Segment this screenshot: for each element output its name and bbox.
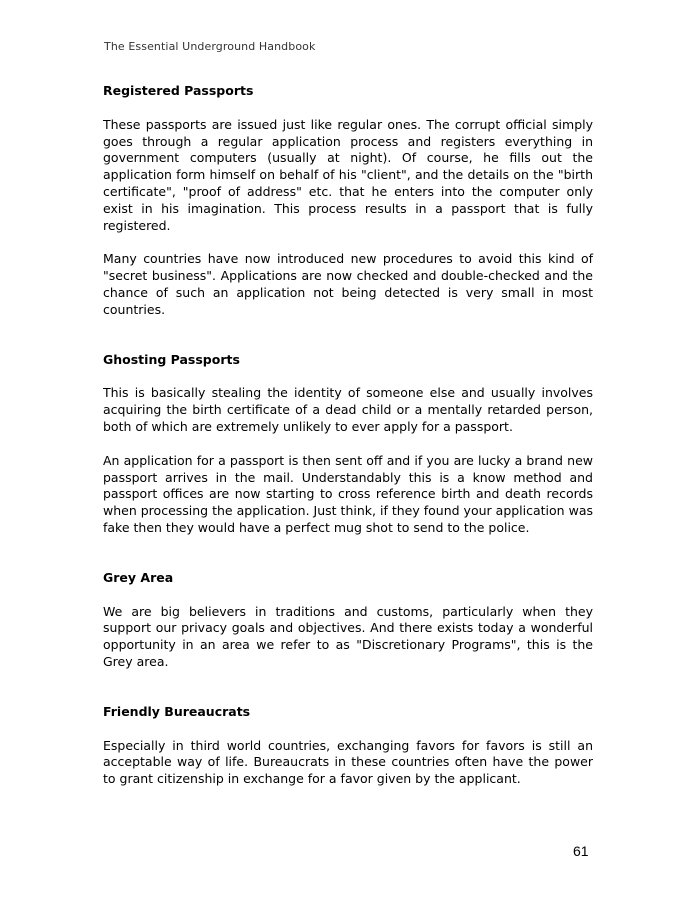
section-grey-area xyxy=(103,570,593,671)
page-number: 61 xyxy=(573,843,589,859)
section-registered-passports xyxy=(103,83,593,319)
section-friendly-bureaucrats xyxy=(103,704,593,788)
paragraph: This is basically stealing the identity of someone else and usually involves acquiring the birth certificate of a dead child or a mentally retarded person, both of which are extremely unlikely to ever apply for a passport. xyxy=(103,385,593,434)
paragraph: We are big believers in traditions and customs, particularly when they support our privacy goals and objectives. And there exists today a wonderful opportunity in an area we refer to as "Discretionary Programs", this is the Grey area. xyxy=(103,603,593,669)
section-heading: Friendly Bureaucrats xyxy=(103,703,251,719)
page-content xyxy=(103,83,593,788)
paragraph: An application for a passport is then sent off and if you are lucky a brand new passport arrives in the mail. Understandably this is a know method and passport offices are now starting to cross reference birth and death records when processing the application. Just think, if they found your application was fake then they would have a perfect mug shot to send to the police. xyxy=(103,452,593,535)
section-ghosting-passports xyxy=(103,352,593,537)
running-header: The Essential Underground Handbook xyxy=(104,40,316,53)
paragraph: These passports are issued just like regular ones. The corrupt official simply goes through a regular application process and registers everything in government computers (usually at night). Of course, he fills out the application form himself on behalf of his "client", and the details on the "birth certificate", "proof of address" etc. that he enters into the computer only exist in his imagination. This process results in a passport that is fully registered. xyxy=(103,116,593,233)
section-heading: Registered Passports xyxy=(103,83,254,98)
section-heading: Ghosting Passports xyxy=(103,351,240,367)
section-heading: Grey Area xyxy=(103,569,174,585)
paragraph: Many countries have now introduced new procedures to avoid this kind of "secret business". Applications are now checked and double-checked and the chance of such an application not being detected is very small in most countries. xyxy=(103,251,593,317)
paragraph: Especially in third world countries, exchanging favors for favors is still an acceptable way of life. Bureaucrats in these countries often have the power to grant citizenship in exchange for a favor given by the applicant. xyxy=(103,737,593,787)
